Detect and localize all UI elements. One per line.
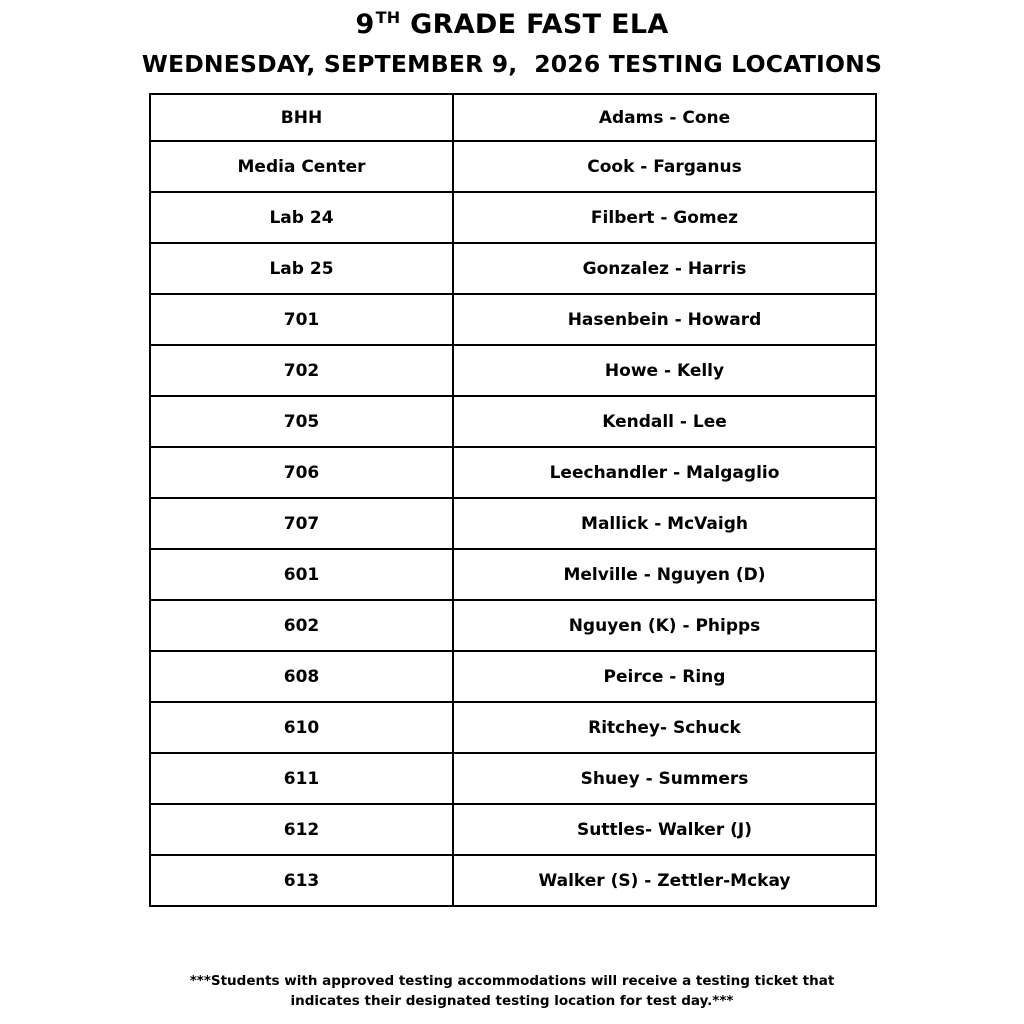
room-cell: Media Center [150,141,453,192]
room-cell: 702 [150,345,453,396]
table-row [150,243,876,294]
table-row [150,804,876,855]
room-cell: 613 [150,855,453,906]
names-cell: Filbert - Gomez [453,192,876,243]
room-cell: 705 [150,396,453,447]
page-title [0,8,1024,40]
names-cell: Mallick - McVaigh [453,498,876,549]
names-cell: Melville - Nguyen (D) [453,549,876,600]
accommodations-footnote [0,971,1024,1011]
testing-locations-table [149,93,877,907]
names-cell: Suttles- Walker (J) [453,804,876,855]
room-cell: Lab 25 [150,243,453,294]
room-cell: 611 [150,753,453,804]
table-row [150,549,876,600]
names-cell: Shuey - Summers [453,753,876,804]
table-row [150,294,876,345]
room-cell: 701 [150,294,453,345]
room-cell: 602 [150,600,453,651]
table-row [150,192,876,243]
names-cell: Peirce - Ring [453,651,876,702]
title-rest: GRADE FAST ELA [410,9,669,40]
table-row [150,396,876,447]
names-cell: Cook - Farganus [453,141,876,192]
names-cell: Adams - Cone [453,94,876,141]
room-cell: 706 [150,447,453,498]
room-cell: 610 [150,702,453,753]
table-row [150,141,876,192]
names-cell: Kendall - Lee [453,396,876,447]
room-cell: 707 [150,498,453,549]
table-row [150,447,876,498]
page-subtitle: WEDNESDAY, SEPTEMBER 9, 2026 TESTING LOCATIONS [141,50,883,78]
footnote-line-1: ***Students with approved testing accommodations will receive a testing ticket that [189,973,835,989]
names-cell: Leechandler - Malgaglio [453,447,876,498]
locations-table-body [150,94,876,906]
table-row [150,94,876,141]
title-grade: 9 [355,9,375,40]
title-grade-suffix: TH [375,8,401,27]
names-cell: Hasenbein - Howard [453,294,876,345]
names-cell: Nguyen (K) - Phipps [453,600,876,651]
table-row [150,345,876,396]
table-row [150,702,876,753]
table-row [150,600,876,651]
table-row [150,498,876,549]
table-row [150,753,876,804]
names-cell: Gonzalez - Harris [453,243,876,294]
room-cell: 601 [150,549,453,600]
names-cell: Howe - Kelly [453,345,876,396]
table-row [150,651,876,702]
room-cell: 608 [150,651,453,702]
footnote-line-2: indicates their designated testing location for test day.*** [290,993,734,1009]
names-cell: Ritchey- Schuck [453,702,876,753]
table-row [150,855,876,906]
names-cell: Walker (S) - Zettler-Mckay [453,855,876,906]
room-cell: BHH [150,94,453,141]
room-cell: 612 [150,804,453,855]
room-cell: Lab 24 [150,192,453,243]
